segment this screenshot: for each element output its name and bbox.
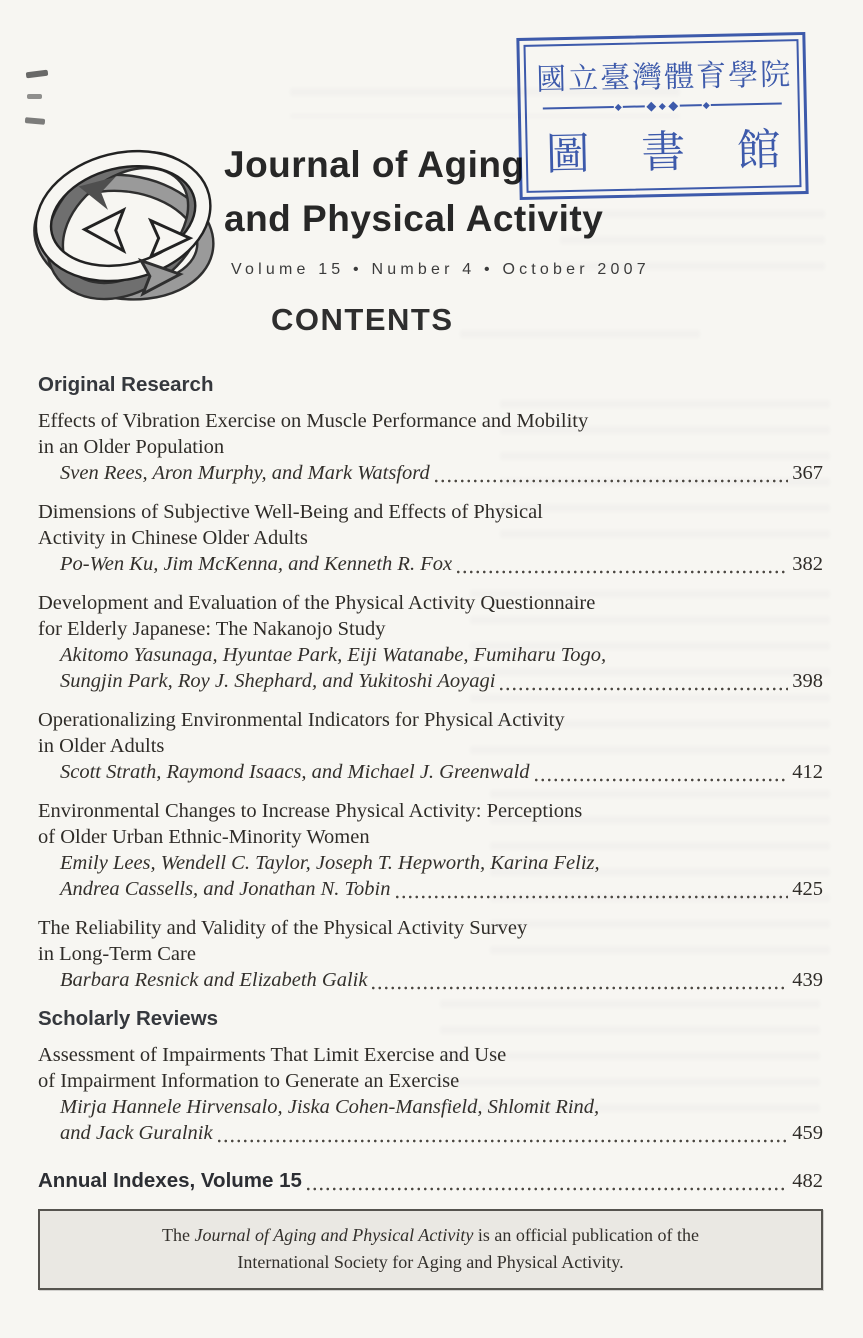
- dot-leaders: [305, 1168, 788, 1194]
- library-stamp: [516, 32, 808, 200]
- entry-authors: Po-Wen Ku, Jim McKenna, and Kenneth R. Fox: [60, 553, 453, 575]
- entry-title-line: The Reliability and Validity of the Physical Activity Survey: [38, 917, 528, 939]
- dot-leaders: [370, 967, 788, 993]
- scan-artifact: [26, 70, 49, 79]
- entry-authors-line: [38, 460, 823, 486]
- entry-page-number: 425: [792, 878, 823, 900]
- entry-authors-line: [38, 759, 823, 785]
- section-heading: Scholarly Reviews: [38, 1007, 219, 1030]
- journal-title-line1: Journal of Aging: [224, 144, 525, 185]
- toc-entry: [38, 408, 823, 486]
- stamp-library-char: 館: [736, 124, 782, 177]
- scan-artifact: [25, 117, 45, 125]
- entry-title-line: in an Older Population: [38, 436, 225, 458]
- entry-authors: Akitomo Yasunaga, Hyuntae Park, Eiji Watanabe, Fumiharu Togo,: [60, 644, 607, 666]
- entry-title-line: of Older Urban Ethnic-Minority Women: [38, 826, 370, 848]
- annual-indexes-title: Annual Indexes, Volume 15: [38, 1169, 302, 1192]
- publisher-note-box: [38, 1209, 823, 1290]
- dot-leaders: [455, 551, 788, 577]
- dot-leaders: [433, 460, 789, 486]
- stamp-library-char: 書: [640, 126, 686, 179]
- annual-indexes-row: [38, 1168, 823, 1194]
- entry-page-number: 439: [792, 969, 823, 991]
- entry-title-line: Operationalizing Environmental Indicators for Physical Activity: [38, 709, 565, 731]
- entry-title-line: Environmental Changes to Increase Physical Activity: Perceptions: [38, 800, 583, 822]
- stamp-institution-name: 國立臺灣體育學院: [535, 57, 793, 98]
- stamp-library-char: 圖: [545, 128, 591, 181]
- toc-entry: [38, 915, 823, 993]
- entry-authors: Barbara Resnick and Elizabeth Galik: [60, 969, 368, 991]
- toc-entry: [38, 590, 823, 694]
- entry-page-number: 459: [792, 1122, 823, 1144]
- issue-line: Volume 15 • Number 4 • October 2007: [231, 261, 650, 278]
- toc-entry: [38, 499, 823, 577]
- publisher-note-prefix: The: [162, 1225, 195, 1245]
- entry-page-number: 412: [792, 761, 823, 783]
- contents-heading: CONTENTS: [271, 302, 454, 337]
- entry-authors-line: [38, 642, 823, 668]
- entry-authors: Sven Rees, Aron Murphy, and Mark Watsford: [60, 462, 430, 484]
- publisher-note-line2: International Society for Aging and Physical Activity.: [237, 1252, 624, 1272]
- toc: [38, 374, 823, 1290]
- entry-page-number: 382: [792, 553, 823, 575]
- entry-authors: Emily Lees, Wendell C. Taylor, Joseph T. Hepworth, Karina Feliz,: [60, 852, 600, 874]
- entry-authors-line: [38, 1120, 823, 1146]
- toc-entry: [38, 798, 823, 902]
- dot-leaders: [498, 668, 788, 694]
- entry-authors: and Jack Guralnik: [60, 1122, 213, 1144]
- dot-leaders: [394, 876, 789, 902]
- entry-authors-line: [38, 1094, 823, 1120]
- publisher-note-journal-name: Journal of Aging and Physical Activity: [194, 1225, 474, 1245]
- entry-title-line: in Long-Term Care: [38, 943, 196, 965]
- entry-title-line: Assessment of Impairments That Limit Exercise and Use: [38, 1044, 507, 1066]
- entry-authors-line: [38, 668, 823, 694]
- entry-page-number: 398: [792, 670, 823, 692]
- publisher-note-line1: [60, 1222, 801, 1249]
- toc-entry: [38, 707, 823, 785]
- library-stamp-inner-border: [523, 39, 801, 193]
- entry-authors: Andrea Cassells, and Jonathan N. Tobin: [60, 878, 391, 900]
- stamp-library-label: [537, 113, 789, 184]
- entry-title-line: for Elderly Japanese: The Nakanojo Study: [38, 618, 386, 640]
- entry-authors: Mirja Hannele Hirvensalo, Jiska Cohen-Mansfield, Shlomit Rind,: [60, 1096, 600, 1118]
- scan-artifact: [27, 94, 42, 99]
- entry-page-number: 367: [792, 462, 823, 484]
- entry-authors-line: [38, 850, 823, 876]
- dot-leaders: [216, 1120, 789, 1146]
- entry-authors-line: [38, 551, 823, 577]
- journal-title-line2: and Physical Activity: [224, 198, 604, 239]
- entry-title-line: Dimensions of Subjective Well-Being and Effects of Physical: [38, 501, 543, 523]
- bleed-through: [460, 330, 700, 350]
- entry-title-line: in Older Adults: [38, 735, 165, 757]
- publisher-note-suffix: is an official publication of the: [473, 1225, 699, 1245]
- entry-title-line: Effects of Vibration Exercise on Muscle Performance and Mobility: [38, 410, 589, 432]
- entry-authors-line: [38, 967, 823, 993]
- dot-leaders: [533, 759, 789, 785]
- entry-title-line: of Impairment Information to Generate an Exercise: [38, 1070, 460, 1092]
- entry-title-line: Development and Evaluation of the Physical Activity Questionnaire: [38, 592, 596, 614]
- entry-authors: Sungjin Park, Roy J. Shephard, and Yukitoshi Aoyagi: [60, 670, 496, 692]
- section-heading: Original Research: [38, 373, 214, 396]
- journal-logo-interlocking-arrows-icon: [28, 128, 223, 323]
- entry-title-line: Activity in Chinese Older Adults: [38, 527, 308, 549]
- entry-authors: Scott Strath, Raymond Isaacs, and Michael J. Greenwald: [60, 761, 530, 783]
- toc-entry: [38, 1042, 823, 1146]
- entry-authors-line: [38, 876, 823, 902]
- stamp-ornament-divider: [543, 99, 782, 114]
- annual-indexes-page-number: 482: [792, 1170, 823, 1192]
